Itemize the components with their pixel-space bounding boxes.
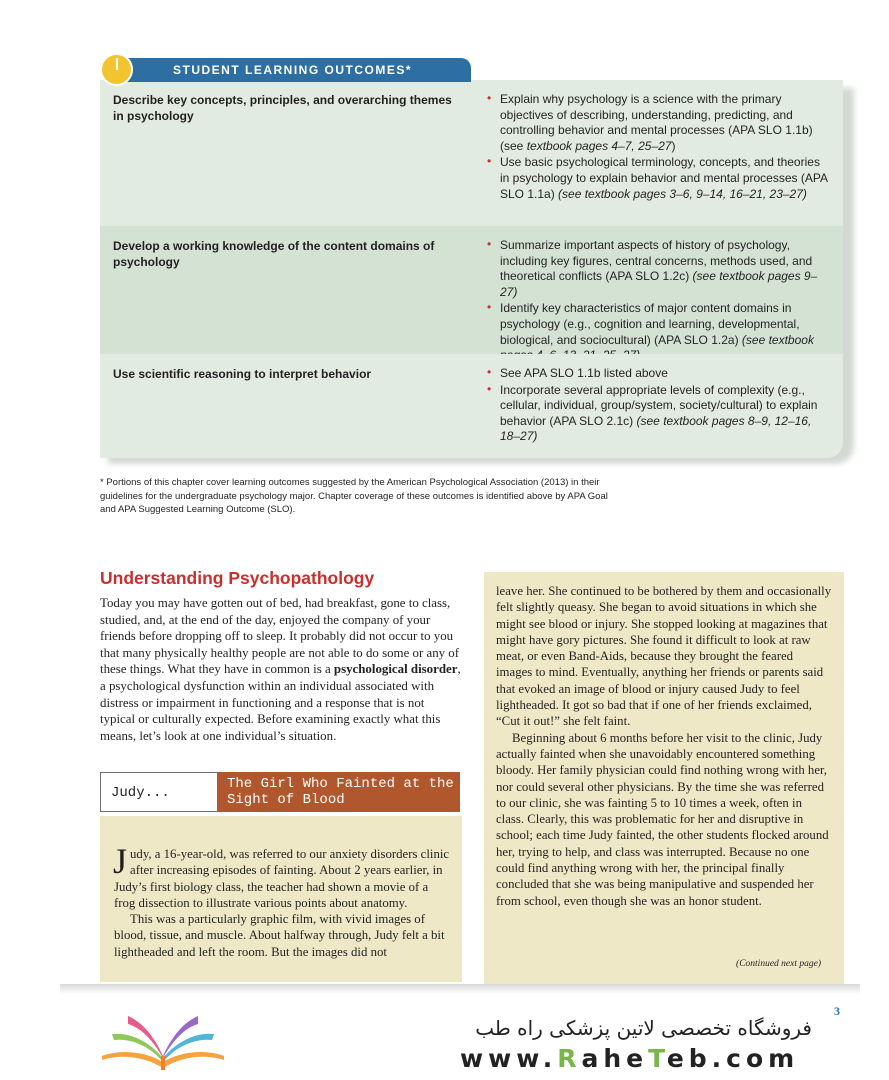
clock-icon bbox=[100, 53, 133, 86]
outcome-goal: Describe key concepts, principles, and overarching themes in psychology bbox=[113, 93, 452, 123]
book-logo-icon bbox=[98, 1010, 228, 1072]
outcome-item: • Summarize important aspects of history of psychology, including key figures, central concerns, methods used, and theoretical conflicts (APA SLO 1.2c) (see textbook pages 9–27) bbox=[487, 237, 818, 299]
outcome-row bbox=[100, 354, 843, 458]
case-study-box-right bbox=[484, 572, 844, 984]
page-edge-shadow bbox=[60, 984, 860, 994]
outcome-item: • Use basic psychological terminology, concepts, and theories in psychology to explain behavior and mental processes (APA SLO 1.1a) (see textbook pages 3–6, 9–14, 16–21, 23–27) bbox=[487, 154, 828, 201]
key-term: psychological disorder bbox=[333, 662, 458, 677]
outcome-row bbox=[100, 80, 843, 226]
case-paragraph: leave her. She continued to be bothered by them and occasionally felt slightly queasy. She began to avoid situations in which she might see blood or injury. She stopped looking at magazines that might have gory pictures. She found it difficult to look at raw meat, or even Band-Aids, because they brought the feared images to mind. Eventually, anything her friends or parents said that evoked an image of blood or injury caused Judy to feel lightheaded. It got so bad that if one of her friends exclaimed, “Cut it out!” she felt faint. bbox=[496, 584, 832, 729]
case-text bbox=[496, 583, 832, 909]
continued-note: (Continued next page) bbox=[736, 959, 821, 969]
outcome-list bbox=[485, 366, 830, 446]
case-paragraph: Judy, a 16-year-old, was referred to our anxiety disorders clinic after increasing episodes of fainting. About 2 years earlier, in Judy’s first biology class, the teacher had shown a movie of a frog dissection to illustrate various points about anatomy. bbox=[113, 841, 450, 910]
bullet-icon: • bbox=[487, 365, 492, 379]
drop-cap: J bbox=[113, 841, 128, 881]
learning-outcomes-box bbox=[100, 80, 843, 458]
outcome-goal: Develop a working knowledge of the content domains of psychology bbox=[113, 239, 435, 269]
outcome-list bbox=[485, 92, 830, 203]
bullet-icon: • bbox=[487, 91, 492, 105]
section-title: Understanding Psychopathology bbox=[100, 568, 375, 588]
outcome-row bbox=[100, 226, 843, 354]
outcomes-header: STUDENT LEARNING OUTCOMES* bbox=[173, 63, 413, 77]
case-title: The Girl Who Fainted at the Sight of Blood bbox=[227, 776, 454, 808]
footnote: * Portions of this chapter cover learning outcomes suggested by the American Psychological Association (2013) in their guidelines for the undergraduate psychology major. Chapter coverage of these outcomes is identified above by APA Goal and APA Suggested Learning Outcome (SLO). bbox=[100, 477, 608, 515]
outcomes-header-tab bbox=[117, 58, 471, 82]
case-name-label: Judy... bbox=[100, 772, 218, 812]
watermark-persian: فروشگاه تخصصی لاتین پزشکی راه طب bbox=[475, 1016, 812, 1040]
watermark-url: www.RaheTeb.com bbox=[460, 1044, 800, 1073]
outcome-item: • Identify key characteristics of major content domains in psychology (e.g., cognition and learning, developmental, biological, and sociocultural) (APA SLO 1.2a) (see textbook bbox=[487, 300, 814, 347]
bullet-icon: • bbox=[487, 237, 492, 251]
bullet-icon: • bbox=[487, 154, 492, 169]
case-text bbox=[113, 841, 450, 960]
case-title-banner bbox=[218, 772, 460, 812]
case-paragraph: Beginning about 6 months before her visit to the clinic, Judy actually fainted when she unavoidably encountered something bloody. Her family physician could find nothing wrong with her, nor could several other physicians. By the time she was referred to our clinic, she was fainting 5 to 10 times a week, often in class. Clearly, this was problematic for her and disruptive in school; each time Judy fainted, the other students flocked around her, trying to help, and class was interrupted. Because no one could find anything wrong with her, the principal finally concluded that she was being manipulative and suspended her from school, even though she was an honor student. bbox=[496, 730, 829, 908]
outcome-item: • Explain why psychology is a science with the primary objectives of describing, understanding, predicting, and controlling behavior and mental processes (APA SLO 1.1b) (see textbook pages 4–7, 25–27) bbox=[487, 91, 813, 153]
page-number: 3 bbox=[834, 1004, 840, 1018]
outcome-item: • Incorporate several appropriate levels of complexity (e.g., cellular, individual, group/system, society/cultural) to explain behavior (APA SLO 2.1c) (see textbook pages 8–9, 12–16, 18–27) bbox=[487, 381, 818, 444]
case-paragraph: This was a particularly graphic film, with vivid images of blood, tissue, and muscle. About halfway through, Judy felt a bit lightheaded and left the room. But the images did not bbox=[114, 912, 445, 959]
bullet-icon: • bbox=[487, 300, 492, 315]
outcome-list bbox=[485, 238, 830, 365]
outcome-item: • See APA SLO 1.1b listed above bbox=[487, 365, 668, 380]
outcome-goal: Use scientific reasoning to interpret behavior bbox=[113, 367, 372, 381]
bullet-icon: • bbox=[487, 381, 492, 396]
case-study-box-left bbox=[100, 816, 462, 982]
intro-paragraph: Today you may have gotten out of bed, had breakfast, gone to class, studied, and, at the end of the day, enjoyed the company of your friends before dropping off to sleep. It probably did not occur to you that many physically healthy people are not able to do some or any of these things. What they have in common is a psychological disorder, a psychological dysfunction within an individual associated with distress or impairment in functioning and a response that is not typical or culturally expected. Before examining exactly what this means, let’s look at one individual’s situation. bbox=[100, 596, 461, 743]
